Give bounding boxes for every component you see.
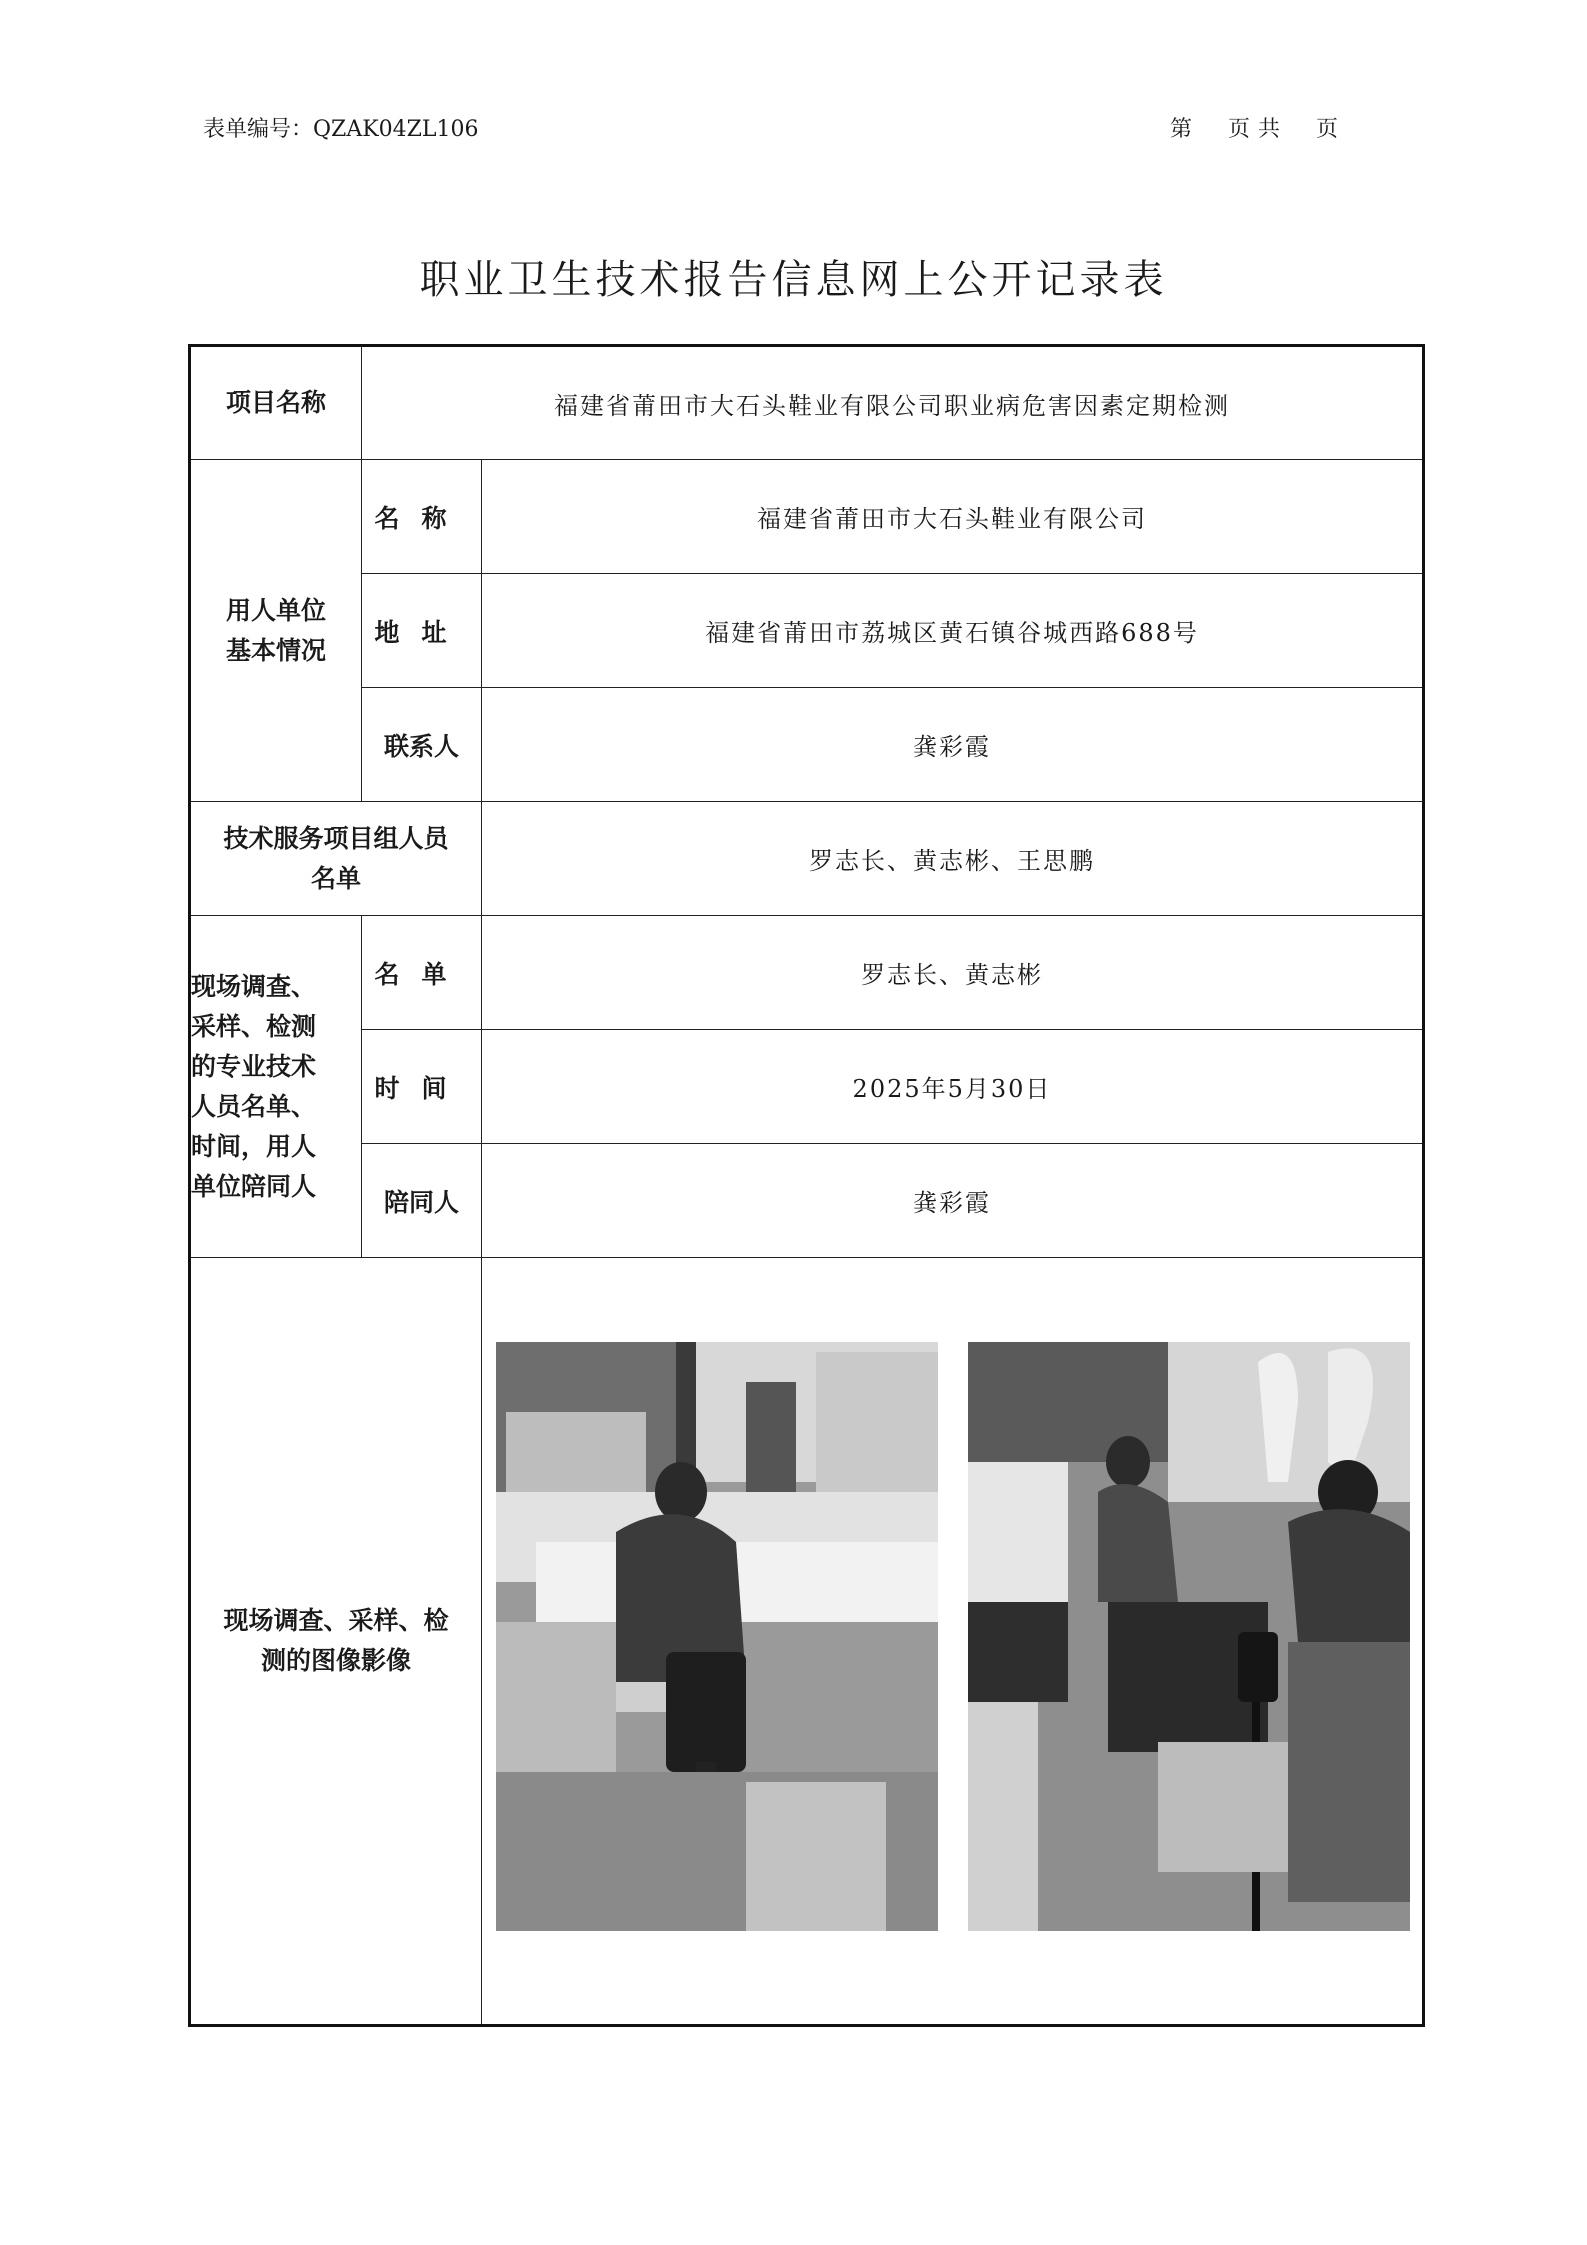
row-employer-contact	[190, 688, 1424, 802]
escort-value: 龚彩霞	[482, 1144, 1424, 1258]
time-label: 时间	[362, 1030, 482, 1144]
form-number: 表单编号：QZAK04ZL106	[203, 117, 479, 142]
team-label-line-2: 名单	[310, 863, 361, 893]
images-label-line-2: 测的图像影像	[260, 1646, 411, 1675]
contact-label: 联系人	[362, 688, 482, 802]
worker-with-sampler-icon	[496, 1342, 938, 1931]
team-value: 罗志长、黄志彬、王思鹏	[482, 802, 1424, 916]
row-survey-time	[190, 1030, 1424, 1144]
escort-label: 陪同人	[362, 1144, 482, 1258]
team-label	[190, 802, 482, 916]
name-label: 名称	[362, 460, 482, 574]
row-employer-name	[190, 460, 1424, 574]
page-gong: 共	[1258, 117, 1283, 142]
survey-label-line-6: 单位陪同人	[191, 1171, 317, 1201]
employer-label	[190, 460, 362, 802]
row-survey-escort	[190, 1144, 1424, 1258]
project-label: 项目名称	[190, 346, 362, 460]
survey-label	[190, 916, 362, 1258]
production-line-icon	[968, 1342, 1410, 1931]
page-di: 第	[1170, 117, 1195, 142]
images-cell	[482, 1258, 1424, 2026]
list-label: 名单	[362, 916, 482, 1030]
list-value: 罗志长、黄志彬	[482, 916, 1424, 1030]
site-photo-1	[496, 1342, 938, 1931]
survey-label-line-4: 人员名单、	[191, 1091, 317, 1121]
employer-label-line-1: 用人单位	[225, 595, 326, 625]
page-ye: 页	[1228, 117, 1253, 142]
site-photo-2	[968, 1342, 1410, 1931]
employer-label-line-2: 基本情况	[225, 635, 326, 665]
row-employer-address	[190, 574, 1424, 688]
row-images	[190, 1258, 1424, 2026]
page-ye2: 页	[1316, 117, 1341, 142]
row-survey-list	[190, 916, 1424, 1030]
address-value: 福建省莆田市荔城区黄石镇谷城西路688号	[482, 574, 1424, 688]
contact-value: 龚彩霞	[482, 688, 1424, 802]
address-label: 地址	[362, 574, 482, 688]
photo-area	[482, 1258, 1422, 2024]
images-label	[190, 1258, 482, 2026]
survey-label-line-2: 采样、检测	[191, 1011, 317, 1041]
name-value: 福建省莆田市大石头鞋业有限公司	[482, 460, 1424, 574]
time-value: 2025年5月30日	[482, 1030, 1424, 1144]
team-label-line-1: 技术服务项目组人员	[223, 823, 449, 853]
images-label-line-1: 现场调查、采样、检	[223, 1606, 449, 1635]
row-project	[190, 346, 1424, 460]
survey-label-line-3: 的专业技术	[191, 1051, 317, 1081]
row-team	[190, 802, 1424, 916]
page-counter	[1170, 112, 1340, 143]
record-table	[188, 344, 1425, 2027]
survey-label-line-5: 时间，用人	[191, 1131, 317, 1161]
page-title: 职业卫生技术报告信息网上公开记录表	[419, 257, 1168, 303]
project-value: 福建省莆田市大石头鞋业有限公司职业病危害因素定期检测	[362, 346, 1424, 460]
survey-label-line-1: 现场调查、	[191, 971, 317, 1001]
